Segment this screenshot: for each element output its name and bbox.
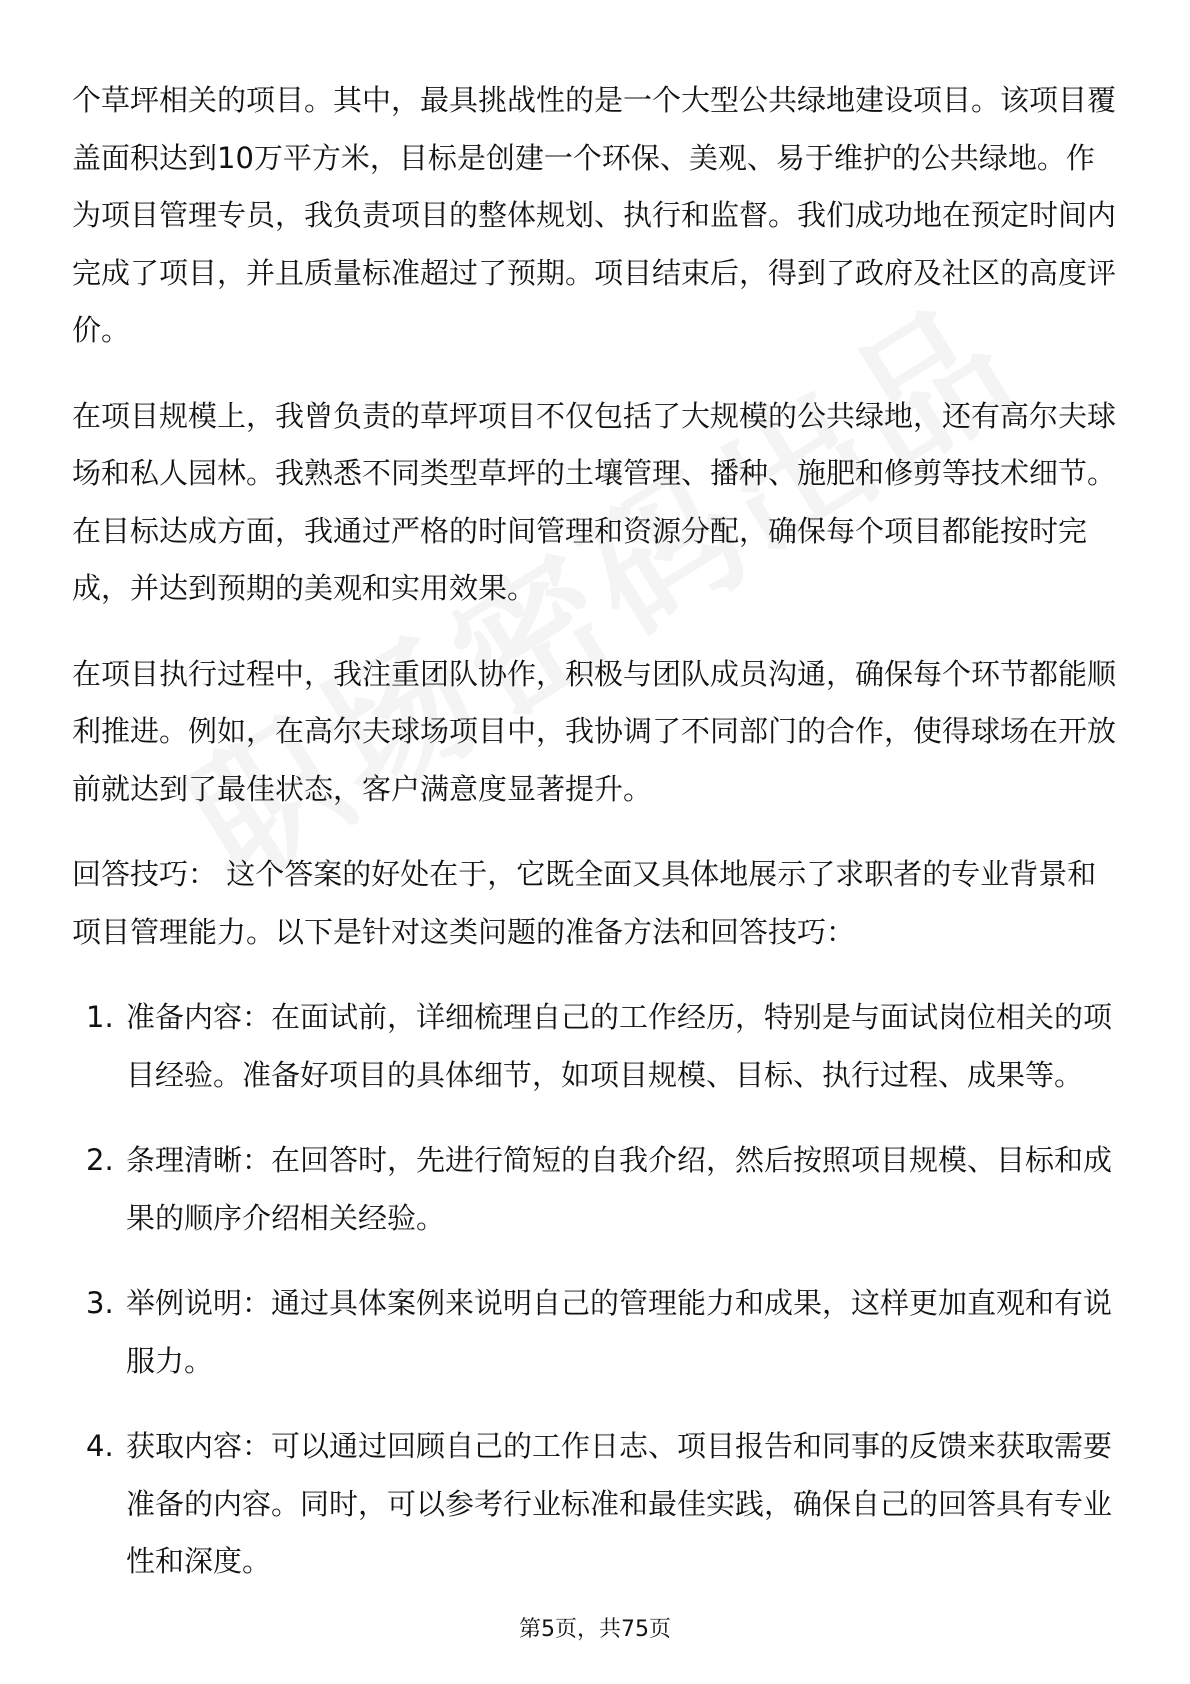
paragraph-scale: 在项目规模上，我曾负责的草坪项目不仅包括了大规模的公共绿地，还有高尔夫球场和私人园林。我熟悉不同类型草坪的土壤管理、播种、施肥和修剪等技术细节。在目标达成方面，我通过严格的时间管理和资源分配，确保每个项目都能按时完成，并达到预期的美观和实用效果。	[72, 398, 1117, 605]
list-text: 获取内容：可以通过回顾自己的工作日志、项目报告和同事的反馈来获取需要准备的内容。同时，可以参考行业标准和最佳实践，确保自己的回答具有专业性和深度。	[126, 1429, 1113, 1578]
list-item	[72, 1275, 1122, 1390]
list-text: 举例说明：通过具体案例来说明自己的管理能力和成果，这样更加直观和有说服力。	[126, 1286, 1113, 1378]
paragraph-answer-tips: 回答技巧： 这个答案的好处在于，它既全面又具体地展示了求职者的专业背景和项目管理能力。以下是针对这类问题的准备方法和回答技巧：	[72, 857, 1097, 949]
list-item	[72, 989, 1122, 1104]
list-item	[72, 1132, 1122, 1247]
list-number: 3.	[86, 1286, 114, 1320]
list-text: 准备内容：在面试前，详细梳理自己的工作经历，特别是与面试岗位相关的项目经验。准备好项目的具体细节，如项目规模、目标、执行过程、成果等。	[126, 1000, 1113, 1092]
page-content	[72, 72, 1122, 1619]
list-text: 条理清晰：在回答时，先进行简短的自我介绍，然后按照项目规模、目标和成果的顺序介绍相关经验。	[126, 1143, 1113, 1235]
paragraph-intro: 个草坪相关的项目。其中，最具挑战性的是一个大型公共绿地建设项目。该项目覆盖面积达到10万平方米，目标是创建一个环保、美观、易于维护的公共绿地。作为项目管理专员，我负责项目的整体规划、执行和监督。我们成功地在预定时间内完成了项目，并且质量标准超过了预期。项目结束后，得到了政府及社区的高度评价。	[72, 83, 1117, 347]
paragraph-execution: 在项目执行过程中，我注重团队协作，积极与团队成员沟通，确保每个环节都能顺利推进。例如，在高尔夫球场项目中，我协调了不同部门的合作，使得球场在开放前就达到了最佳状态，客户满意度显著提升。	[72, 656, 1117, 806]
list-item	[72, 1418, 1122, 1591]
list-number: 4.	[86, 1429, 114, 1463]
list-number: 1.	[86, 1000, 114, 1034]
list-number: 2.	[86, 1143, 114, 1177]
tips-list	[72, 989, 1122, 1591]
page-number-footer: 第5页，共75页	[519, 1617, 671, 1642]
